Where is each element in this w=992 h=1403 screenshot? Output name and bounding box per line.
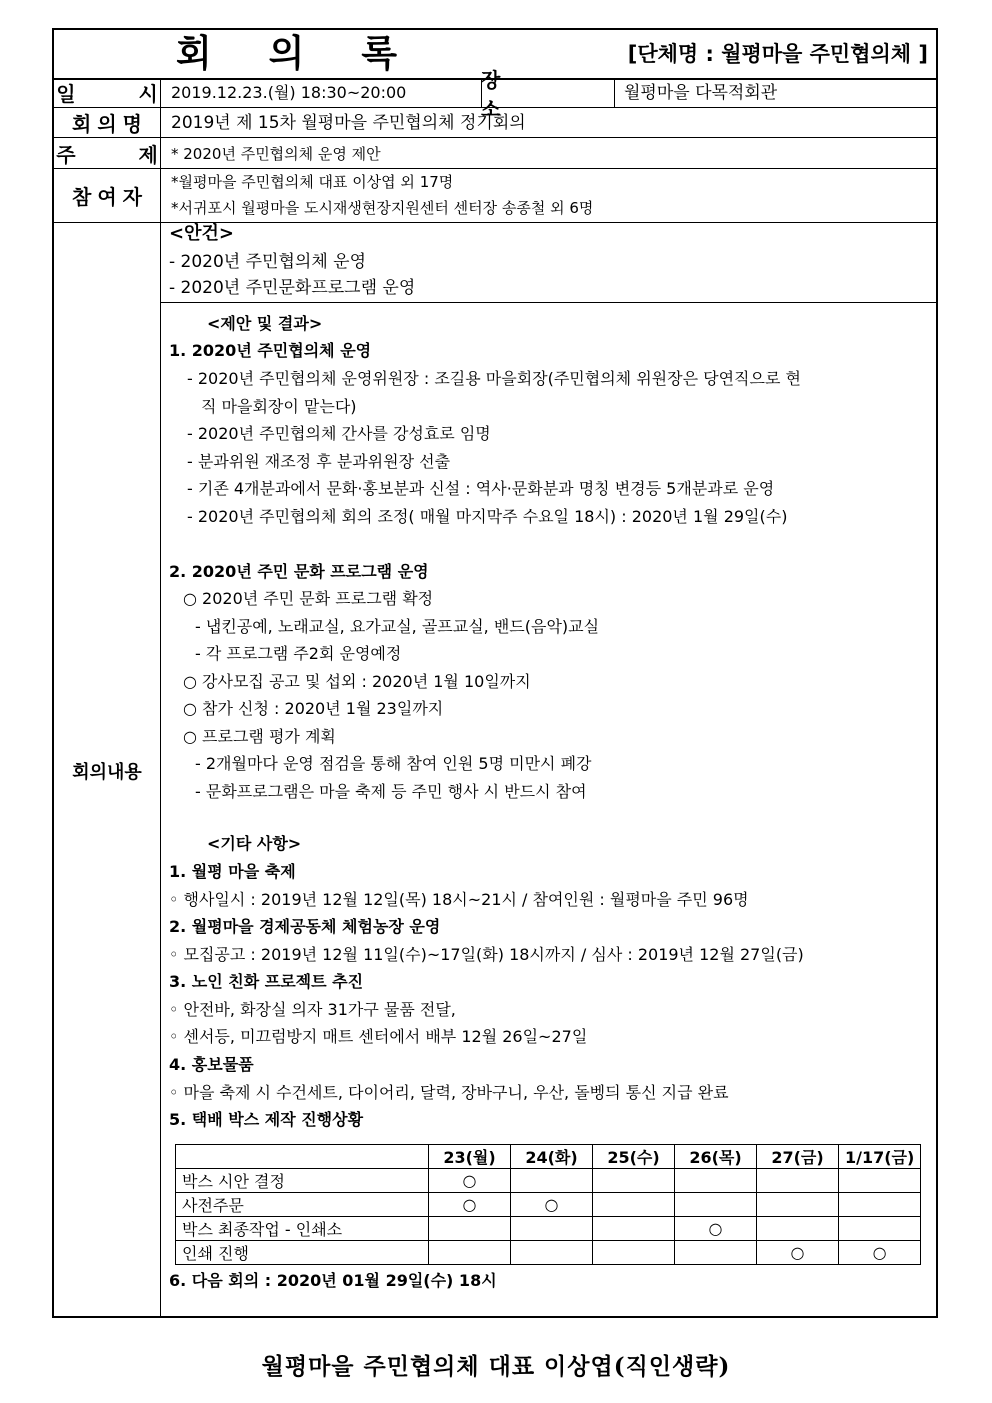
proposal-s2-item: - 냅킨공예, 노래교실, 요가교실, 골프교실, 밴드(음악)교실 <box>195 617 600 636</box>
other-item: ◦ 안전바, 화장실 의자 31가구 물품 전달, <box>169 1000 456 1019</box>
box-progress-table <box>175 1144 921 1265</box>
table-row-label: 인쇄 진행 <box>176 1241 429 1265</box>
content-label: 회의내용 <box>72 761 142 783</box>
place-value: 월평마을 다목적회관 <box>624 83 778 103</box>
table-row-label: 박스 시안 결정 <box>176 1169 429 1193</box>
table-header-row <box>176 1145 921 1169</box>
next-meeting: 6. 다음 회의 : 2020년 01월 29일(수) 18시 <box>169 1271 497 1290</box>
table-mark-cell <box>839 1193 921 1217</box>
table-mark-cell <box>839 1169 921 1193</box>
proposal-s2-item: ○ 프로그램 평가 계획 <box>183 727 336 746</box>
other-title: 5. 택배 박스 제작 진행상황 <box>169 1110 364 1129</box>
proposal-s1-item: - 2020년 주민협의체 운영위원장 : 조길용 마을회장(주민협의체 위원장은 당연직으로 현 <box>187 369 801 388</box>
other-item: ◦ 마을 축제 시 수건세트, 다이어리, 달력, 장바구니, 우산, 돌벵듸 통신 지급 완료 <box>169 1083 729 1102</box>
table-mark-cell <box>757 1169 839 1193</box>
table-mark-cell: ○ <box>511 1193 593 1217</box>
participants-label-cell <box>54 169 161 222</box>
other-item: ◦ 센서등, 미끄럼방지 매트 센터에서 배부 12월 26일~27일 <box>169 1027 588 1046</box>
table-mark-cell <box>511 1169 593 1193</box>
proposal-s2-item: ○ 참가 신청 : 2020년 1월 23일까지 <box>183 699 444 718</box>
table-mark-cell <box>757 1193 839 1217</box>
other-item: ◦ 행사일시 : 2019년 12월 12일(목) 18시~21시 / 참여인원 : 월평마을 주민 96명 <box>169 890 749 909</box>
date-label: 일 시 <box>56 82 186 106</box>
table-mark-cell <box>429 1217 511 1241</box>
signature-footer: 월평마을 주민협의체 대표 이상엽(직인생략) <box>261 1353 731 1380</box>
table-row-label: 사전주문 <box>176 1193 429 1217</box>
table-row <box>176 1169 921 1193</box>
table-mark-cell <box>511 1241 593 1265</box>
participant-line: *월평마을 주민협의체 대표 이상엽 외 17명 <box>171 173 454 191</box>
participant-line: *서귀포시 월평마을 도시재생현장지원센터 센터장 송종철 외 6명 <box>171 199 594 217</box>
date-value: 2019.12.23.(월) 18:30~20:00 <box>171 83 407 102</box>
minutes-frame <box>52 28 938 1318</box>
table-row <box>176 1241 921 1265</box>
table-mark-cell <box>675 1241 757 1265</box>
other-heading: <기타 사항> <box>207 834 302 853</box>
table-mark-cell <box>757 1217 839 1241</box>
table-mark-cell: ○ <box>429 1193 511 1217</box>
table-mark-cell: ○ <box>429 1169 511 1193</box>
proposal-s2-item: ○ 강사모집 공고 및 섭외 : 2020년 1월 10일까지 <box>183 672 531 691</box>
table-mark-cell <box>675 1193 757 1217</box>
table-mark-cell <box>593 1217 675 1241</box>
proposal-s2-item: ○ 2020년 주민 문화 프로그램 확정 <box>183 589 434 608</box>
table-header-cell: 26(목) <box>675 1145 757 1169</box>
proposal-s2-item: - 문화프로그램은 마을 축제 등 주민 행사 시 반드시 참여 <box>195 782 587 801</box>
place-label-cell <box>481 67 615 121</box>
proposal-s1-item: 직 마을회장이 맡는다) <box>201 397 357 416</box>
table-mark-cell <box>511 1217 593 1241</box>
topic-label: 주 제 <box>56 142 186 167</box>
other-item: ◦ 모집공고 : 2019년 12월 11일(수)~17일(화) 18시까지 / 심사 : 2019년 12월 27일(금) <box>169 945 804 964</box>
table-mark-cell: ○ <box>757 1241 839 1265</box>
organization-name: [단체명 : 월평마을 주민협의체 ] <box>627 42 928 66</box>
table-mark-cell <box>593 1193 675 1217</box>
place-label: 장 소 <box>481 67 561 121</box>
proposal-s1-item: - 2020년 주민협의체 간사를 강성효로 임명 <box>187 424 491 443</box>
proposal-s1-item: - 분과위원 재조정 후 분과위원장 선출 <box>187 452 451 471</box>
table-mark-cell <box>593 1169 675 1193</box>
table-header-cell: 1/17(금) <box>839 1145 921 1169</box>
proposal-s1-item: - 2020년 주민협의체 회의 조정( 매월 마지막주 수요일 18시) : 2020년 1월 29일(수) <box>187 507 788 526</box>
table-mark-cell <box>839 1217 921 1241</box>
date-label-cell <box>54 78 186 107</box>
table-mark-cell: ○ <box>839 1241 921 1265</box>
proposal-s2-title: 2. 2020년 주민 문화 프로그램 운영 <box>169 562 429 581</box>
proposal-s2-item: - 2개월마다 운영 점검을 통해 참여 인원 5명 미만시 폐강 <box>195 754 592 773</box>
table-header-cell: 27(금) <box>757 1145 839 1169</box>
table-mark-cell <box>593 1241 675 1265</box>
meeting-label: 회의명 <box>72 112 148 136</box>
agenda-item: - 2020년 주민문화프로그램 운영 <box>169 278 416 298</box>
content-label-cell <box>54 223 161 1318</box>
proposal-heading: <제안 및 결과> <box>207 314 323 333</box>
agenda-heading: <안건> <box>169 223 234 244</box>
table-header-cell: 24(화) <box>511 1145 593 1169</box>
table-header-corner <box>176 1145 429 1169</box>
table-mark-cell <box>429 1241 511 1265</box>
document-title: 회 의 록 <box>176 32 419 75</box>
table-mark-cell <box>675 1169 757 1193</box>
table-header-cell: 25(수) <box>593 1145 675 1169</box>
table-header-cell: 23(월) <box>429 1145 511 1169</box>
table-mark-cell: ○ <box>675 1217 757 1241</box>
topic-value: * 2020년 주민협의체 운영 제안 <box>171 145 381 163</box>
meeting-label-cell <box>54 108 161 137</box>
other-title: 3. 노인 친화 프로젝트 추진 <box>169 972 364 991</box>
meeting-value: 2019년 제 15차 월평마을 주민협의체 정기회의 <box>171 113 526 133</box>
proposal-s1-title: 1. 2020년 주민협의체 운영 <box>169 341 372 360</box>
table-row <box>176 1217 921 1241</box>
proposal-s1-item: - 기존 4개분과에서 문화·홍보분과 신설 : 역사·문화분과 명칭 변경등 5개분과로 운영 <box>187 479 775 498</box>
proposal-s2-item: - 각 프로그램 주2회 운영예정 <box>195 644 402 663</box>
table-row-label: 박스 최종작업 - 인쇄소 <box>176 1217 429 1241</box>
other-title: 1. 월평 마을 축제 <box>169 862 296 881</box>
participants-label: 참여자 <box>72 185 148 209</box>
agenda-item: - 2020년 주민협의체 운영 <box>169 252 366 272</box>
other-title: 4. 홍보물품 <box>169 1055 254 1074</box>
topic-label-cell <box>54 138 186 168</box>
other-title: 2. 월평마을 경제공동체 체험농장 운영 <box>169 917 441 936</box>
table-row <box>176 1193 921 1217</box>
